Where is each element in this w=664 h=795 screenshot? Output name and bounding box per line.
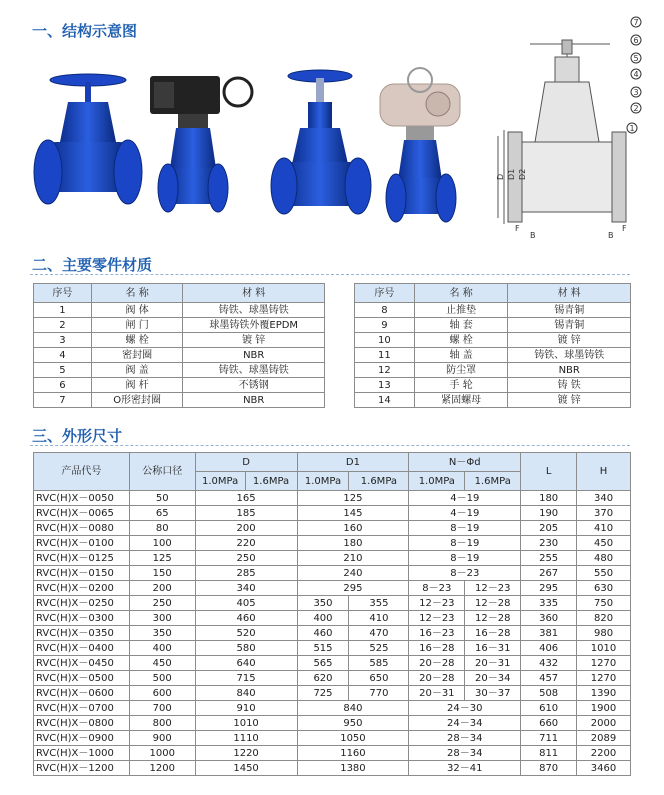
dim-label-B-right: B [608,231,614,240]
cell-no: 2 [34,318,92,333]
cell-code: RVC(H)X－0450 [34,656,130,671]
cell-dn: 800 [129,716,195,731]
dim-label-B-left: B [530,231,536,240]
cell-code: RVC(H)X－0300 [34,611,130,626]
cell-L: 711 [521,731,577,746]
cell-N-phid-16: 12－28 [465,611,521,626]
cell-H: 820 [577,611,631,626]
cell-D1: 295 [297,581,409,596]
cell-material: 锡青铜 [508,303,631,318]
cell-dn: 900 [129,731,195,746]
cell-D: 285 [195,566,297,581]
cell-H: 450 [577,536,631,551]
col-header-D1-16: 1.6MPa [349,472,409,491]
cell-D: 840 [195,686,297,701]
cell-code: RVC(H)X－0250 [34,596,130,611]
cell-D: 340 [195,581,297,596]
table-row [34,626,631,641]
cell-N-phid-10: 12－23 [409,596,465,611]
cell-no: 7 [34,393,92,408]
valve-handwheel-1-image [34,74,142,204]
cell-name: 阀 盖 [91,363,183,378]
cell-N-phid-16: 30－37 [465,686,521,701]
cell-L: 406 [521,641,577,656]
cell-D1: 125 [297,491,409,506]
col-header-N-16: 1.6MPa [465,472,521,491]
cell-H: 1270 [577,656,631,671]
table-row [355,378,631,393]
cell-L: 180 [521,491,577,506]
section3-title: 三、外形尺寸 [32,427,123,445]
cell-code: RVC(H)X－0700 [34,701,130,716]
cell-material: 铸 铁 [508,378,631,393]
col-header-D1: D1 [297,453,409,472]
cell-code: RVC(H)X－0400 [34,641,130,656]
cell-N-phid: 24－30 [409,701,521,716]
cell-N-phid-10: 12－23 [409,611,465,626]
cell-material: 锡青铜 [508,318,631,333]
cell-N-phid: 8－19 [409,536,521,551]
cell-N-phid: 4－19 [409,491,521,506]
col-header-D-16: 1.6MPa [245,472,297,491]
materials-table-left [33,283,325,408]
cell-material: NBR [183,348,325,363]
cell-D1-10: 400 [297,611,349,626]
cell-D1: 180 [297,536,409,551]
cell-H: 630 [577,581,631,596]
cell-no: 11 [355,348,415,363]
cell-code: RVC(H)X－0065 [34,506,130,521]
cell-code: RVC(H)X－0350 [34,626,130,641]
callout-5: 5 [633,54,639,63]
cell-code: RVC(H)X－0125 [34,551,130,566]
cell-material: 铸铁、球墨铸铁 [183,363,325,378]
cell-material: 镀 锌 [508,393,631,408]
col-header-D: D [195,453,297,472]
table-row [355,348,631,363]
cell-N-phid: 8－19 [409,521,521,536]
cell-H: 1270 [577,671,631,686]
cell-D1-16: 355 [349,596,409,611]
cell-N-phid: 8－19 [409,551,521,566]
table-row [34,318,325,333]
table-row [34,686,631,701]
cell-N-phid: 28－34 [409,746,521,761]
cell-D: 910 [195,701,297,716]
table-row [34,566,631,581]
cell-name: O形密封圈 [91,393,183,408]
table-row [34,348,325,363]
cell-material: 球墨铸铁外覆EPDM [183,318,325,333]
cell-D1-10: 565 [297,656,349,671]
cell-dn: 65 [129,506,195,521]
cell-L: 335 [521,596,577,611]
cell-D1-10: 350 [297,596,349,611]
cell-dn: 80 [129,521,195,536]
valve-rising-stem-image [271,70,371,214]
table-row [34,581,631,596]
cell-D: 1220 [195,746,297,761]
cell-H: 1390 [577,686,631,701]
cell-D1: 1380 [297,761,409,776]
table-row [34,491,631,506]
col-header-N-10: 1.0MPa [409,472,465,491]
cell-L: 610 [521,701,577,716]
table-row [34,333,325,348]
dim-label-D1: D1 [507,168,516,180]
table-row [34,303,325,318]
cell-N-phid: 28－34 [409,731,521,746]
cell-D: 165 [195,491,297,506]
valve-section-diagram [496,12,650,242]
cell-material: NBR [508,363,631,378]
cell-H: 2089 [577,731,631,746]
cell-name: 防尘罩 [414,363,508,378]
materials-table-right [354,283,631,408]
cell-no: 6 [34,378,92,393]
table-row [355,318,631,333]
cell-D: 460 [195,611,297,626]
cell-no: 3 [34,333,92,348]
cell-name: 阀 体 [91,303,183,318]
cell-no: 14 [355,393,415,408]
cell-code: RVC(H)X－0200 [34,581,130,596]
cell-N-phid-16: 12－23 [465,581,521,596]
cell-D1-16: 525 [349,641,409,656]
callout-7: 7 [633,18,639,27]
cell-D: 405 [195,596,297,611]
cell-dn: 125 [129,551,195,566]
cell-material: NBR [183,393,325,408]
cell-code: RVC(H)X－0050 [34,491,130,506]
cell-D1-10: 620 [297,671,349,686]
cell-no: 5 [34,363,92,378]
table-row [34,363,325,378]
cell-H: 410 [577,521,631,536]
cell-H: 550 [577,566,631,581]
col-header-material: 材 料 [508,284,631,303]
section2-divider [30,274,630,275]
cell-material: 铸铁、球墨铸铁 [183,303,325,318]
cell-no: 10 [355,333,415,348]
cell-no: 1 [34,303,92,318]
cell-code: RVC(H)X－0150 [34,566,130,581]
cell-N-phid-16: 12－28 [465,596,521,611]
table-row [34,641,631,656]
cell-material: 镀 锌 [508,333,631,348]
table-header-row [34,453,631,472]
col-header-N-phid: N－Φd [409,453,521,472]
dim-label-F-right: F [622,224,627,233]
table-row [355,393,631,408]
table-header-row [355,284,631,303]
cell-code: RVC(H)X－0500 [34,671,130,686]
cell-D: 185 [195,506,297,521]
cell-N-phid-10: 20－28 [409,671,465,686]
callout-3: 3 [633,88,639,97]
cell-L: 360 [521,611,577,626]
cell-material: 不锈钢 [183,378,325,393]
section3-divider [30,445,630,446]
cell-H: 370 [577,506,631,521]
cell-N-phid-16: 16－28 [465,626,521,641]
col-header-no: 序号 [34,284,92,303]
valve-electric-actuator-image [150,76,252,212]
cell-code: RVC(H)X－0800 [34,716,130,731]
cell-dn: 250 [129,596,195,611]
cell-dn: 500 [129,671,195,686]
dim-label-F-left: F [515,224,520,233]
cell-D: 520 [195,626,297,641]
cell-no: 9 [355,318,415,333]
cell-H: 1900 [577,701,631,716]
cell-L: 660 [521,716,577,731]
col-header-H: H [577,453,631,491]
cell-name: 闸 门 [91,318,183,333]
cell-code: RVC(H)X－1200 [34,761,130,776]
cell-D: 1010 [195,716,297,731]
callout-4: 4 [633,70,639,79]
dimensions-table [33,452,631,776]
cell-L: 295 [521,581,577,596]
cell-dn: 450 [129,656,195,671]
cell-code: RVC(H)X－0080 [34,521,130,536]
cell-L: 267 [521,566,577,581]
cell-dn: 1200 [129,761,195,776]
cell-N-phid-16: 20－34 [465,671,521,686]
cell-name: 密封圈 [91,348,183,363]
col-header-L: L [521,453,577,491]
cell-D1: 1050 [297,731,409,746]
table-row [34,656,631,671]
table-row [34,378,325,393]
table-row [34,521,631,536]
cell-N-phid: 32－41 [409,761,521,776]
cell-D: 200 [195,521,297,536]
cell-D1-16: 410 [349,611,409,626]
dim-label-D2: D2 [518,168,527,180]
cell-no: 8 [355,303,415,318]
cell-H: 980 [577,626,631,641]
col-header-code: 产品代号 [34,453,130,491]
table-row [34,761,631,776]
cell-N-phid-10: 8－23 [409,581,465,596]
cell-material: 铸铁、球墨铸铁 [508,348,631,363]
cell-D1-10: 515 [297,641,349,656]
cell-N-phid-10: 16－23 [409,626,465,641]
cell-N-phid-10: 20－31 [409,686,465,701]
cell-D1: 160 [297,521,409,536]
cell-D1-10: 725 [297,686,349,701]
cell-L: 870 [521,761,577,776]
cell-dn: 1000 [129,746,195,761]
cell-D1-16: 470 [349,626,409,641]
col-header-name: 名 称 [414,284,508,303]
cell-name: 螺 栓 [414,333,508,348]
cell-dn: 600 [129,686,195,701]
cell-H: 480 [577,551,631,566]
table-row [355,363,631,378]
cell-D: 1450 [195,761,297,776]
table-row [34,393,325,408]
callout-1: 1 [629,124,635,133]
valve-images [28,62,504,232]
cell-dn: 100 [129,536,195,551]
cell-code: RVC(H)X－0900 [34,731,130,746]
table-row [34,596,631,611]
section1-title: 一、结构示意图 [32,22,138,40]
col-header-material: 材 料 [183,284,325,303]
valve-silver-actuator-image [380,68,460,222]
cell-N-phid: 4－19 [409,506,521,521]
cell-L: 230 [521,536,577,551]
col-header-dn: 公称口径 [129,453,195,491]
cell-D1: 840 [297,701,409,716]
cell-D1: 950 [297,716,409,731]
col-header-D1-10: 1.0MPa [297,472,349,491]
cell-L: 811 [521,746,577,761]
cell-L: 190 [521,506,577,521]
cell-dn: 150 [129,566,195,581]
cell-D1: 1160 [297,746,409,761]
cell-D1: 240 [297,566,409,581]
cell-name: 紧固螺母 [414,393,508,408]
cell-N-phid: 24－34 [409,716,521,731]
cell-L: 457 [521,671,577,686]
section2-title: 二、主要零件材质 [32,256,153,274]
cell-H: 3460 [577,761,631,776]
cell-name: 螺 栓 [91,333,183,348]
cell-D1-10: 460 [297,626,349,641]
cell-no: 13 [355,378,415,393]
table-row [34,746,631,761]
cell-D1: 210 [297,551,409,566]
cell-N-phid-10: 20－28 [409,656,465,671]
cell-L: 432 [521,656,577,671]
cell-name: 手 轮 [414,378,508,393]
cell-D1-16: 585 [349,656,409,671]
cell-L: 255 [521,551,577,566]
cell-D: 1110 [195,731,297,746]
col-header-no: 序号 [355,284,415,303]
cell-no: 4 [34,348,92,363]
table-row [34,536,631,551]
table-row [34,506,631,521]
cell-L: 381 [521,626,577,641]
table-row [34,731,631,746]
cell-material: 镀 锌 [183,333,325,348]
cell-name: 阀 杆 [91,378,183,393]
table-row [355,333,631,348]
cell-code: RVC(H)X－1000 [34,746,130,761]
cell-no: 12 [355,363,415,378]
cell-D: 220 [195,536,297,551]
dim-label-D: D [496,173,505,180]
cell-D: 250 [195,551,297,566]
table-header-row [34,284,325,303]
callout-2: 2 [633,104,639,113]
cell-name: 轴 套 [414,318,508,333]
cell-name: 轴 盖 [414,348,508,363]
cell-N-phid-16: 20－31 [465,656,521,671]
cell-code: RVC(H)X－0600 [34,686,130,701]
cell-D: 640 [195,656,297,671]
table-row [355,303,631,318]
cell-D1-16: 650 [349,671,409,686]
cell-L: 205 [521,521,577,536]
cell-H: 2200 [577,746,631,761]
cell-dn: 50 [129,491,195,506]
cell-dn: 700 [129,701,195,716]
cell-D1: 145 [297,506,409,521]
cell-H: 340 [577,491,631,506]
col-header-name: 名 称 [91,284,183,303]
cell-dn: 300 [129,611,195,626]
cell-D1-16: 770 [349,686,409,701]
cell-N-phid: 8－23 [409,566,521,581]
cell-L: 508 [521,686,577,701]
col-header-D-10: 1.0MPa [195,472,245,491]
table-row [34,671,631,686]
cell-H: 1010 [577,641,631,656]
table-row [34,551,631,566]
cell-H: 2000 [577,716,631,731]
table-row [34,716,631,731]
cell-N-phid-10: 16－28 [409,641,465,656]
table-row [34,701,631,716]
cell-H: 750 [577,596,631,611]
cell-dn: 400 [129,641,195,656]
cell-D: 715 [195,671,297,686]
callout-6: 6 [633,36,639,45]
cell-D: 580 [195,641,297,656]
cell-name: 止推垫 [414,303,508,318]
table-row [34,611,631,626]
cell-dn: 350 [129,626,195,641]
cell-N-phid-16: 16－31 [465,641,521,656]
cell-code: RVC(H)X－0100 [34,536,130,551]
cell-dn: 200 [129,581,195,596]
